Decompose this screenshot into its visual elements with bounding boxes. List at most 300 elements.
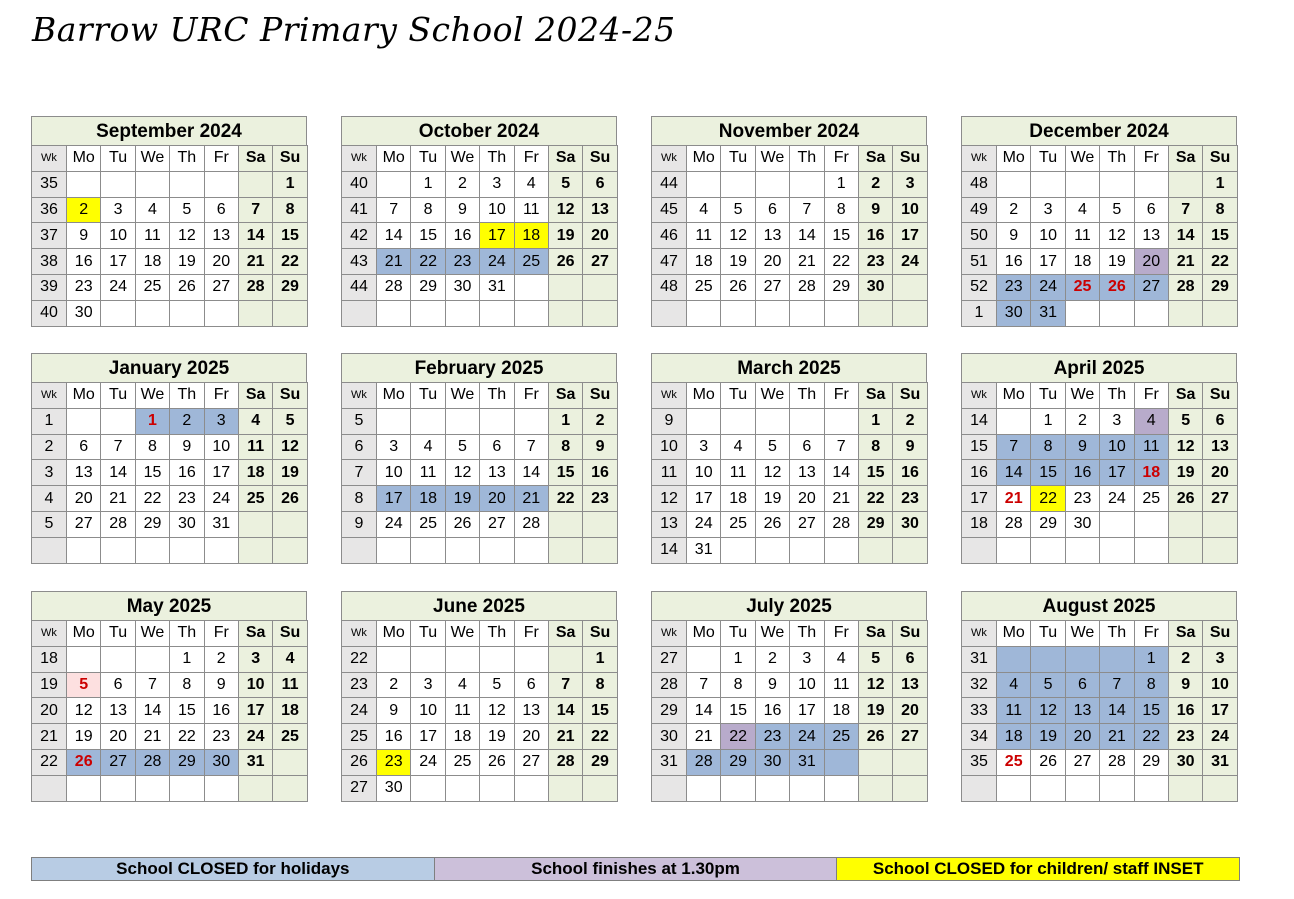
day-header: Mo	[687, 383, 721, 409]
day-header: Fr	[824, 621, 858, 647]
day-cell: 3	[204, 408, 238, 434]
day-cell: 8	[858, 434, 892, 460]
day-cell: 13	[204, 223, 238, 249]
day-cell: 22	[1134, 724, 1168, 750]
day-cell: 19	[721, 249, 755, 275]
day-cell: 6	[893, 646, 927, 672]
day-cell	[1134, 300, 1168, 326]
day-header: Th	[480, 621, 514, 647]
day-header: Tu	[411, 621, 445, 647]
day-cell	[687, 646, 721, 672]
day-cell: 31	[687, 537, 721, 563]
day-cell	[893, 749, 927, 775]
day-cell	[997, 537, 1031, 563]
day-cell: 1	[411, 171, 445, 197]
day-cell: 26	[755, 511, 789, 537]
day-cell: 30	[377, 775, 411, 801]
day-cell	[514, 775, 548, 801]
day-cell: 24	[480, 249, 514, 275]
week-number: 5	[32, 511, 67, 537]
week-number: 36	[32, 197, 67, 223]
day-cell: 20	[1065, 724, 1099, 750]
day-cell: 11	[997, 698, 1031, 724]
day-header: Mo	[67, 146, 101, 172]
day-header: Mo	[687, 621, 721, 647]
day-cell: 6	[790, 434, 824, 460]
day-cell: 23	[583, 486, 617, 512]
day-cell	[238, 511, 272, 537]
week-row	[32, 460, 308, 486]
day-header: Su	[583, 146, 617, 172]
week-number: 50	[962, 223, 997, 249]
week-row	[32, 749, 308, 775]
day-cell: 27	[1134, 274, 1168, 300]
day-cell: 14	[824, 460, 858, 486]
day-cell: 8	[1203, 197, 1237, 223]
day-cell: 4	[445, 672, 479, 698]
day-header-row	[32, 621, 308, 647]
day-header: Mo	[997, 146, 1031, 172]
day-cell: 26	[273, 486, 307, 512]
day-header: Wk	[962, 621, 997, 647]
day-cell: 3	[893, 171, 927, 197]
week-row	[962, 197, 1238, 223]
day-header: Sa	[1168, 146, 1202, 172]
day-cell	[1134, 537, 1168, 563]
day-cell	[583, 775, 617, 801]
week-row	[962, 171, 1238, 197]
day-cell: 6	[583, 171, 617, 197]
day-cell: 14	[548, 698, 582, 724]
week-row	[962, 274, 1238, 300]
day-header: Tu	[411, 146, 445, 172]
day-cell: 27	[514, 749, 548, 775]
week-row	[32, 486, 308, 512]
day-cell: 12	[273, 434, 307, 460]
month-table	[961, 620, 1238, 802]
week-row	[342, 460, 618, 486]
week-row	[342, 749, 618, 775]
week-number: 26	[342, 749, 377, 775]
day-cell	[1065, 537, 1099, 563]
day-cell: 12	[755, 460, 789, 486]
day-cell: 27	[67, 511, 101, 537]
day-header-row	[32, 383, 308, 409]
day-cell	[273, 511, 307, 537]
day-cell	[445, 646, 479, 672]
day-cell: 13	[514, 698, 548, 724]
day-cell: 11	[824, 672, 858, 698]
day-header: Fr	[514, 621, 548, 647]
week-number: 43	[342, 249, 377, 275]
day-cell: 25	[1134, 486, 1168, 512]
day-cell: 8	[1134, 672, 1168, 698]
day-cell: 5	[1100, 197, 1134, 223]
day-cell: 7	[790, 197, 824, 223]
day-cell: 30	[755, 749, 789, 775]
week-row	[652, 408, 928, 434]
day-cell: 28	[824, 511, 858, 537]
week-row	[342, 300, 618, 326]
day-cell: 25	[273, 724, 307, 750]
day-header: Tu	[1031, 621, 1065, 647]
day-cell	[687, 408, 721, 434]
day-cell: 4	[997, 672, 1031, 698]
week-number: 22	[342, 646, 377, 672]
day-header: Th	[790, 621, 824, 647]
day-cell	[135, 646, 169, 672]
week-row	[962, 300, 1238, 326]
day-header: Su	[893, 621, 927, 647]
day-cell: 18	[1134, 460, 1168, 486]
day-cell: 7	[824, 434, 858, 460]
day-cell: 31	[1203, 749, 1237, 775]
day-header: Tu	[1031, 146, 1065, 172]
day-cell: 19	[1100, 249, 1134, 275]
day-cell	[377, 300, 411, 326]
day-cell	[480, 300, 514, 326]
day-cell	[893, 775, 927, 801]
day-cell: 11	[514, 197, 548, 223]
day-header: Sa	[858, 383, 892, 409]
month-table	[31, 620, 308, 802]
day-cell: 16	[1168, 698, 1202, 724]
day-cell: 3	[238, 646, 272, 672]
day-header: Th	[1100, 146, 1134, 172]
day-cell	[583, 537, 617, 563]
day-cell	[548, 274, 582, 300]
week-number: 44	[652, 171, 687, 197]
week-number: 31	[652, 749, 687, 775]
day-cell	[170, 775, 204, 801]
day-header: Sa	[238, 621, 272, 647]
day-cell: 15	[1203, 223, 1237, 249]
week-row	[962, 511, 1238, 537]
day-cell: 3	[687, 434, 721, 460]
week-row	[32, 698, 308, 724]
day-cell	[411, 646, 445, 672]
day-header: Th	[170, 621, 204, 647]
day-header: Tu	[1031, 383, 1065, 409]
day-cell: 31	[238, 749, 272, 775]
week-number: 23	[342, 672, 377, 698]
day-cell	[1168, 511, 1202, 537]
day-cell: 8	[583, 672, 617, 698]
day-cell	[1203, 300, 1237, 326]
day-header: Mo	[997, 621, 1031, 647]
day-cell: 19	[858, 698, 892, 724]
day-header: Su	[893, 383, 927, 409]
day-cell	[997, 408, 1031, 434]
day-cell: 24	[411, 749, 445, 775]
day-cell: 18	[445, 724, 479, 750]
day-header: Su	[583, 621, 617, 647]
day-cell: 12	[858, 672, 892, 698]
week-number: 33	[962, 698, 997, 724]
day-cell: 6	[1134, 197, 1168, 223]
day-cell	[1100, 300, 1134, 326]
day-cell: 15	[824, 223, 858, 249]
day-cell: 19	[755, 486, 789, 512]
day-header: Fr	[1134, 146, 1168, 172]
day-cell: 19	[170, 249, 204, 275]
day-cell	[67, 646, 101, 672]
month-table	[31, 145, 308, 327]
day-cell: 11	[687, 223, 721, 249]
week-number	[342, 300, 377, 326]
day-cell: 21	[548, 724, 582, 750]
day-cell: 3	[1100, 408, 1134, 434]
week-number: 51	[962, 249, 997, 275]
day-cell	[1168, 537, 1202, 563]
day-cell: 17	[238, 698, 272, 724]
day-cell: 2	[170, 408, 204, 434]
day-cell: 5	[445, 434, 479, 460]
week-row	[652, 698, 928, 724]
day-cell: 26	[480, 749, 514, 775]
day-cell: 2	[583, 408, 617, 434]
week-row	[652, 749, 928, 775]
day-header: Sa	[1168, 383, 1202, 409]
day-cell	[238, 775, 272, 801]
day-cell	[721, 408, 755, 434]
day-cell: 2	[858, 171, 892, 197]
week-number: 44	[342, 274, 377, 300]
day-cell: 14	[514, 460, 548, 486]
day-cell: 20	[1203, 460, 1237, 486]
day-cell: 27	[1065, 749, 1099, 775]
day-cell: 22	[273, 249, 307, 275]
day-cell: 25	[824, 724, 858, 750]
week-row	[342, 171, 618, 197]
day-header: Fr	[824, 383, 858, 409]
day-cell	[1168, 775, 1202, 801]
day-header: Fr	[1134, 383, 1168, 409]
day-cell: 2	[204, 646, 238, 672]
week-number: 30	[652, 724, 687, 750]
week-number: 18	[32, 646, 67, 672]
day-cell: 28	[687, 749, 721, 775]
day-cell: 29	[1134, 749, 1168, 775]
day-cell: 27	[101, 749, 135, 775]
day-cell	[790, 408, 824, 434]
week-number: 52	[962, 274, 997, 300]
week-number: 1	[32, 408, 67, 434]
day-cell: 18	[997, 724, 1031, 750]
day-cell: 28	[790, 274, 824, 300]
day-cell	[480, 408, 514, 434]
day-cell: 15	[548, 460, 582, 486]
day-cell: 18	[1065, 249, 1099, 275]
day-cell: 15	[858, 460, 892, 486]
day-cell: 18	[687, 249, 721, 275]
day-cell: 19	[67, 724, 101, 750]
week-row	[342, 646, 618, 672]
day-cell: 30	[1168, 749, 1202, 775]
day-cell: 10	[687, 460, 721, 486]
day-cell: 23	[893, 486, 927, 512]
day-header: We	[135, 621, 169, 647]
day-cell: 13	[67, 460, 101, 486]
day-cell	[824, 749, 858, 775]
week-row	[962, 749, 1238, 775]
day-cell: 21	[1168, 249, 1202, 275]
day-cell: 25	[721, 511, 755, 537]
day-cell: 4	[687, 197, 721, 223]
day-cell: 2	[755, 646, 789, 672]
month-april-2025	[961, 353, 1237, 564]
day-cell: 23	[377, 749, 411, 775]
day-cell	[204, 300, 238, 326]
day-cell: 2	[893, 408, 927, 434]
month-title: January 2025	[31, 353, 307, 382]
week-number	[342, 537, 377, 563]
week-number: 6	[342, 434, 377, 460]
day-cell	[721, 300, 755, 326]
day-header: Sa	[858, 146, 892, 172]
day-cell: 20	[755, 249, 789, 275]
day-cell: 2	[445, 171, 479, 197]
day-cell	[548, 775, 582, 801]
day-cell: 21	[377, 249, 411, 275]
day-cell	[1065, 775, 1099, 801]
day-header: Wk	[962, 146, 997, 172]
day-cell: 19	[1168, 460, 1202, 486]
month-november-2024	[651, 116, 927, 327]
day-cell: 7	[687, 672, 721, 698]
day-cell	[548, 646, 582, 672]
day-cell: 1	[721, 646, 755, 672]
day-cell	[790, 171, 824, 197]
day-cell: 1	[135, 408, 169, 434]
day-cell: 26	[445, 511, 479, 537]
month-may-2025	[31, 591, 307, 802]
week-row	[32, 672, 308, 698]
day-cell	[1168, 171, 1202, 197]
day-cell	[238, 537, 272, 563]
page-title: Barrow URC Primary School 2024-25	[32, 10, 676, 49]
month-title: February 2025	[341, 353, 617, 382]
day-cell: 23	[67, 274, 101, 300]
day-cell: 25	[997, 749, 1031, 775]
day-cell: 23	[755, 724, 789, 750]
day-cell	[548, 511, 582, 537]
day-cell	[67, 408, 101, 434]
day-cell	[480, 537, 514, 563]
day-header: Su	[273, 146, 307, 172]
week-number: 20	[32, 698, 67, 724]
day-cell: 30	[893, 511, 927, 537]
day-header: Th	[790, 146, 824, 172]
day-cell: 18	[411, 486, 445, 512]
month-july-2025	[651, 591, 927, 802]
day-header-row	[342, 146, 618, 172]
day-cell	[377, 408, 411, 434]
day-cell	[824, 300, 858, 326]
day-cell: 26	[1168, 486, 1202, 512]
day-cell: 16	[583, 460, 617, 486]
day-cell	[377, 646, 411, 672]
day-header: Tu	[101, 383, 135, 409]
day-cell	[273, 300, 307, 326]
day-cell: 7	[101, 434, 135, 460]
day-cell	[1134, 511, 1168, 537]
month-title: June 2025	[341, 591, 617, 620]
day-cell: 8	[170, 672, 204, 698]
day-cell: 12	[548, 197, 582, 223]
day-cell: 15	[1134, 698, 1168, 724]
day-cell	[755, 300, 789, 326]
day-cell: 23	[204, 724, 238, 750]
day-cell	[824, 408, 858, 434]
day-cell	[858, 775, 892, 801]
week-number: 21	[32, 724, 67, 750]
day-cell: 24	[687, 511, 721, 537]
day-header: Wk	[342, 621, 377, 647]
day-cell	[1100, 775, 1134, 801]
day-cell: 14	[238, 223, 272, 249]
week-row	[652, 724, 928, 750]
day-cell: 16	[170, 460, 204, 486]
day-cell: 10	[1031, 223, 1065, 249]
month-table	[651, 620, 928, 802]
week-row	[32, 646, 308, 672]
day-cell: 7	[238, 197, 272, 223]
day-cell: 10	[480, 197, 514, 223]
day-header: Sa	[548, 621, 582, 647]
day-cell: 13	[101, 698, 135, 724]
day-header: Sa	[238, 383, 272, 409]
legend-half-day: School finishes at 1.30pm	[435, 858, 838, 880]
week-number: 12	[652, 486, 687, 512]
day-header: Th	[480, 146, 514, 172]
day-cell: 5	[273, 408, 307, 434]
week-row	[342, 537, 618, 563]
day-cell	[238, 171, 272, 197]
month-table	[341, 382, 618, 564]
day-cell: 2	[997, 197, 1031, 223]
day-cell: 19	[445, 486, 479, 512]
day-cell	[1065, 300, 1099, 326]
day-header: Mo	[687, 146, 721, 172]
day-cell: 18	[135, 249, 169, 275]
day-cell	[858, 749, 892, 775]
day-cell	[1203, 511, 1237, 537]
day-cell: 30	[1065, 511, 1099, 537]
week-row	[962, 698, 1238, 724]
day-cell	[101, 300, 135, 326]
day-cell: 10	[893, 197, 927, 223]
day-cell	[101, 646, 135, 672]
day-cell	[687, 171, 721, 197]
day-cell	[893, 537, 927, 563]
day-cell: 16	[204, 698, 238, 724]
day-cell	[1100, 511, 1134, 537]
day-cell	[67, 537, 101, 563]
day-cell: 20	[101, 724, 135, 750]
day-cell	[824, 537, 858, 563]
week-number: 29	[652, 698, 687, 724]
day-cell: 31	[480, 274, 514, 300]
week-number: 35	[962, 749, 997, 775]
day-cell	[445, 537, 479, 563]
day-cell: 4	[135, 197, 169, 223]
day-cell: 20	[790, 486, 824, 512]
day-cell: 6	[1065, 672, 1099, 698]
day-cell	[755, 775, 789, 801]
day-header-row	[962, 146, 1238, 172]
week-number: 4	[32, 486, 67, 512]
